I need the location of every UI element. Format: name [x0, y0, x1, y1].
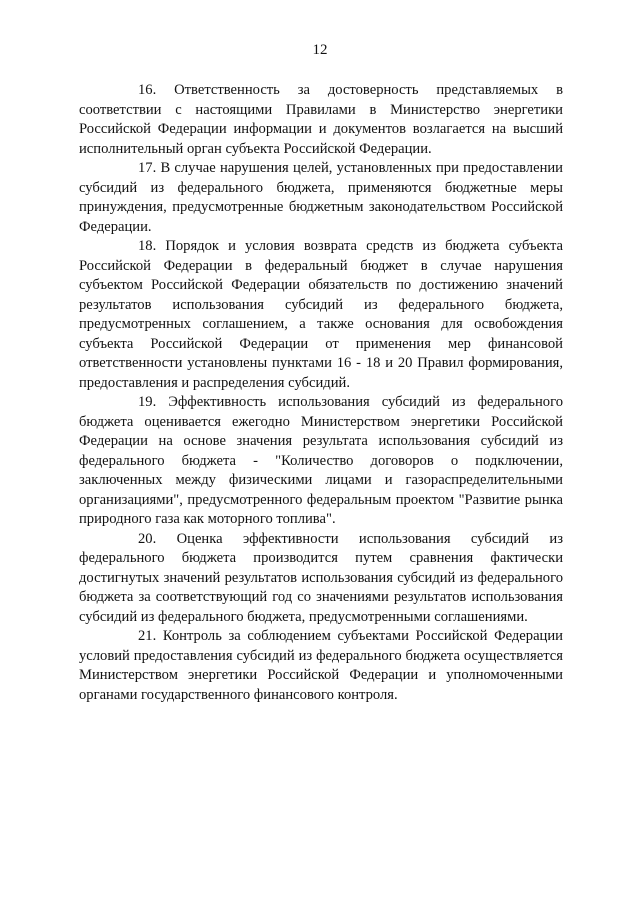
paragraph-19: 19. Эффективность использования субсидий из федерального бюджета оценивается ежегодно Министерством энергетики Российской Федерации на основе значения результата использования субсидий из федерального бюджета - "Количество договоров о подключении, заключенных между физическими лицами и газораспределительными организациями", предусмотренного федеральным проектом "Развитие рынка природного газа как моторного топлива".	[79, 394, 563, 527]
document-body	[79, 81, 563, 705]
paragraph-21: 21. Контроль за соблюдением субъектами Российской Федерации условий предоставления субсидий из федерального бюджета осуществляется Министерством энергетики Российской Федерации и уполномоченными органами государственного финансового контроля.	[79, 628, 563, 703]
paragraph-18: 18. Порядок и условия возврата средств из бюджета субъекта Российской Федерации в федеральный бюджет в случае нарушения субъектом Российской Федерации обязательств по достижению значений результатов использования субсидий из федерального бюджета, предусмотренных соглашением, а также основания для освобождения субъекта Российской Федерации от применения мер финансовой ответственности установлены пунктами 16 - 18 и 20 Правил формирования, предоставления и распределения субсидий.	[79, 238, 563, 391]
paragraph-17: 17. В случае нарушения целей, установленных при предоставлении субсидий из федерального бюджета, применяются бюджетные меры принуждения, предусмотренные бюджетным законодательством Российской Федерации.	[79, 160, 563, 235]
paragraph-20: 20. Оценка эффективности использования субсидий из федерального бюджета производится путем сравнения фактически достигнутых значений результатов использования субсидий из федерального бюджета за соответствующий год со значениями результатов использования субсидий из федерального бюджета, предусмотренными соглашениями.	[79, 530, 563, 625]
paragraph-16: 16. Ответственность за достоверность представляемых в соответствии с настоящими Правилами в Министерство энергетики Российской Федерации информации и документов возлагается на высший исполнительный орган субъекта Российской Федерации.	[79, 82, 563, 157]
page-number: 12	[312, 42, 328, 58]
